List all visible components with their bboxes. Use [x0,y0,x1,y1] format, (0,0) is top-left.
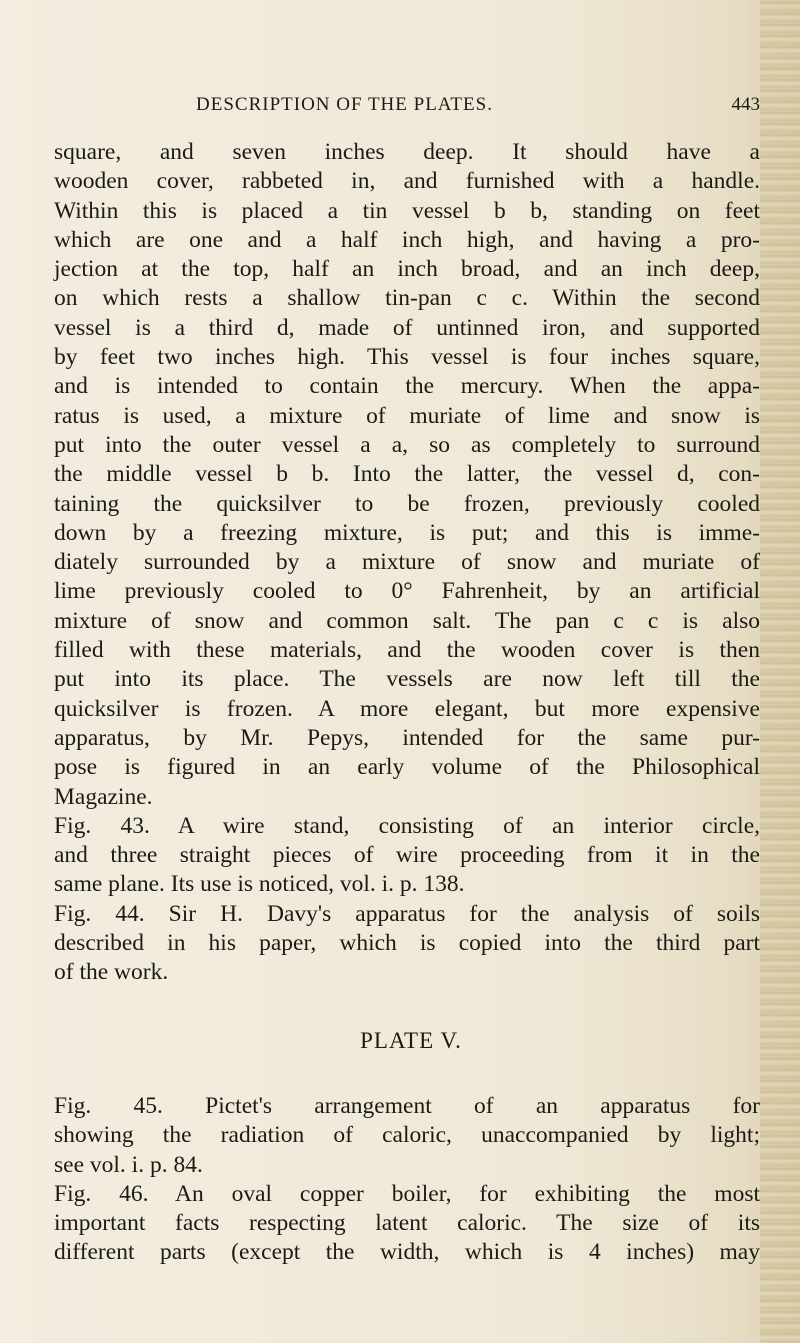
text-line: see vol. i. p. 84. [54,1151,203,1178]
text-line: lime previously cooled to 0° Fahrenheit, by an artificial [54,578,760,605]
text-line: apparatus, by Mr. Pepys, intended for the same pur- [54,724,760,751]
paragraph-fig-43 [54,812,760,900]
paragraph-fig-45 [54,1092,760,1180]
paragraph-apparatus-description [54,138,760,812]
text-line: pose is figured in an early volume of the Philosophical [54,754,760,781]
running-title: DESCRIPTION OF THE PLATES. [196,94,493,115]
page-number: 443 [731,94,760,115]
text-line: jection at the top, half an inch broad, and an inch deep, [54,256,760,283]
text-line: filled with these materials, and the wooden cover is then [54,637,760,664]
text-line: taining the quicksilver to be frozen, previously cooled [54,490,760,517]
text-line: and three straight pieces of wire proceeding from it in the [54,842,760,869]
text-line: Magazine. [54,783,153,810]
text-line: on which rests a shallow tin-pan c c. Within the second [54,285,760,312]
plate-heading: PLATE V. [360,1027,462,1053]
page-edge [760,0,800,1343]
text-line: showing the radiation of caloric, unaccompanied by light; [54,1122,760,1149]
text-line: described in his paper, which is copied into the third part [54,930,760,957]
text-line: same plane. Its use is noticed, vol. i. p. 138. [54,871,465,898]
text-line: diately surrounded by a mixture of snow and muriate of [54,549,760,576]
text-line: which are one and a half inch high, and having a pro- [54,226,760,253]
body-text [54,138,760,1268]
text-line: wooden cover, rabbeted in, and furnished with a handle. [54,168,760,195]
paragraph-fig-44 [54,900,760,988]
text-line: important facts respecting latent caloric. The size of its [54,1210,760,1237]
text-line: Fig. 45. Pictet's arrangement of an apparatus for [54,1092,760,1119]
text-line: and is intended to contain the mercury. When the appa- [54,373,760,400]
text-line: Within this is placed a tin vessel b b, standing on feet [54,197,760,224]
text-line: the middle vessel b b. Into the latter, the vessel d, con- [54,461,760,488]
paragraph-fig-46 [54,1180,760,1268]
text-line: vessel is a third d, made of untinned iron, and supported [54,314,760,341]
text-line: put into its place. The vessels are now left till the [54,666,760,693]
text-line: ratus is used, a mixture of muriate of lime and snow is [54,402,760,429]
text-line: down by a freezing mixture, is put; and this is imme- [54,519,760,546]
text-line: quicksilver is frozen. A more elegant, but more expensive [54,695,760,722]
text-line: square, and seven inches deep. It should have a [54,139,760,165]
text-line: Fig. 44. Sir H. Davy's apparatus for the analysis of soils [54,900,760,927]
text-line: put into the outer vessel a a, so as completely to surround [54,431,760,458]
text-line: mixture of snow and common salt. The pan c c is also [54,607,760,634]
text-line: Fig. 46. An oval copper boiler, for exhibiting the most [54,1180,760,1207]
text-line: Fig. 43. A wire stand, consisting of an interior circle, [54,812,760,839]
text-line: of the work. [54,959,169,986]
text-line: different parts (except the width, which is 4 inches) may [54,1239,760,1266]
text-line: by feet two inches high. This vessel is four inches square, [54,344,760,371]
